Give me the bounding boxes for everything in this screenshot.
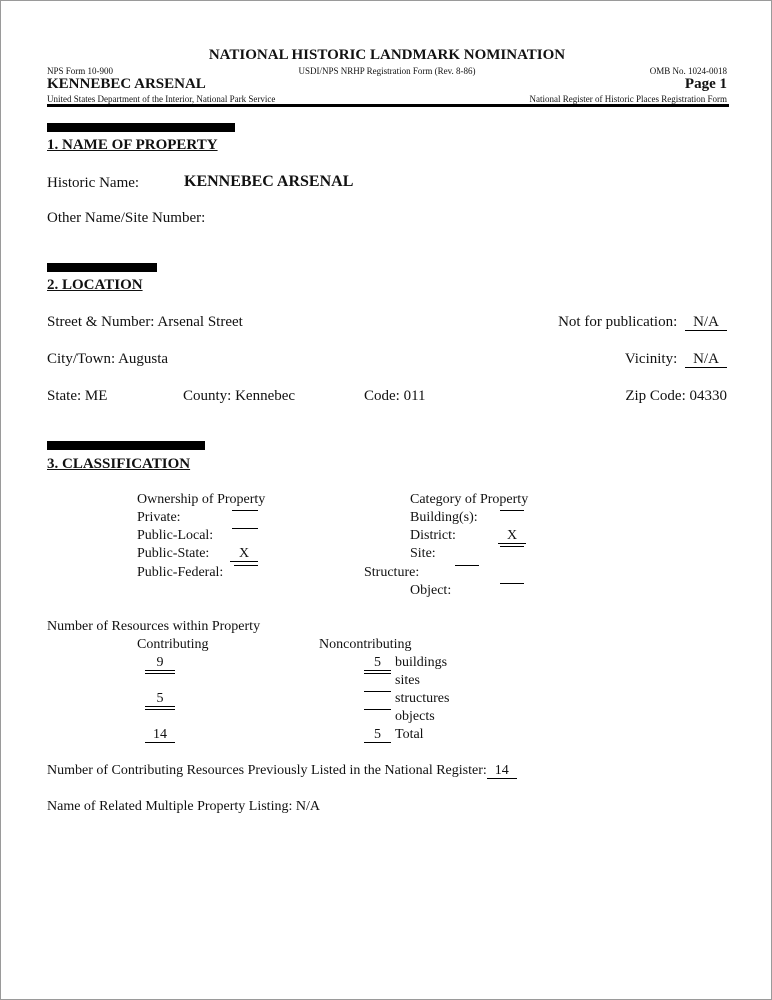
- city-value: Augusta: [118, 351, 169, 367]
- private-value: [232, 510, 258, 511]
- noncontributing-count-buildings: 5: [364, 655, 391, 671]
- object-label: Object:: [410, 583, 452, 598]
- resource-label-total: Total: [395, 727, 424, 742]
- section1-bar: [47, 123, 235, 132]
- county-label: County:: [183, 388, 232, 404]
- multiple-listing-label: Name of Related Multiple Property Listing:: [47, 799, 293, 814]
- noncontributing-count-objects: [364, 709, 391, 710]
- contributing-count-sites: [145, 673, 175, 674]
- section2-bar: [47, 263, 157, 272]
- code-value: 011: [403, 388, 426, 404]
- private-label: Private:: [137, 510, 181, 525]
- section1-title: 1. NAME OF PROPERTY: [47, 137, 218, 153]
- header-rule: [47, 104, 729, 107]
- multiple-listing-value: N/A: [295, 799, 320, 814]
- property-name-header: KENNEBEC ARSENAL: [47, 76, 206, 92]
- form-title: NATIONAL HISTORIC LANDMARK NOMINATION: [208, 47, 566, 63]
- site-value: [500, 546, 524, 547]
- resources-heading: Number of Resources within Property: [47, 619, 261, 634]
- form-number: NPS Form 10-900: [47, 66, 114, 76]
- vicinity-field: [625, 351, 727, 368]
- multiple-listing-field: [47, 799, 320, 815]
- street-value: Arsenal Street: [157, 314, 243, 330]
- register-line: National Register of Historic Places Registration Form: [529, 94, 727, 104]
- code-label: Code:: [364, 388, 400, 404]
- noncontributing-count-structures: [364, 691, 391, 692]
- state-value: ME: [84, 388, 108, 404]
- resource-label-structures: structures: [395, 691, 450, 706]
- category-heading: Category of Property: [410, 492, 529, 507]
- contributing-heading: Contributing: [137, 637, 209, 652]
- buildings-value: [500, 510, 524, 511]
- department-line: United States Department of the Interior, National Park Service: [47, 94, 276, 104]
- section2-title: 2. LOCATION: [47, 277, 143, 293]
- district-label: District:: [410, 528, 456, 543]
- zip-value: 04330: [689, 388, 727, 404]
- omb-number: OMB No. 1024-0018: [649, 66, 727, 76]
- not-for-publication-field: [558, 314, 727, 331]
- not-for-publication-label: Not for publication:: [558, 314, 678, 330]
- public-state-label: Public-State:: [137, 546, 210, 561]
- contributing-count-buildings: 9: [145, 655, 175, 671]
- site-label: Site:: [410, 546, 436, 561]
- noncontributing-count-sites: [364, 673, 391, 674]
- form-name: USDI/NPS NRHP Registration Form (Rev. 8-86): [298, 66, 476, 76]
- historic-name-value: KENNEBEC ARSENAL: [184, 173, 354, 190]
- public-federal-value: [234, 565, 258, 566]
- state-field: [47, 388, 107, 405]
- page-label: Page 1: [684, 76, 727, 92]
- public-state-value: X: [230, 546, 258, 562]
- previously-listed-label: Number of Contributing Resources Previously Listed in the National Register:: [47, 763, 487, 778]
- buildings-label: Building(s):: [410, 510, 478, 525]
- ownership-heading: Ownership of Property: [137, 492, 266, 507]
- zip-field: [625, 388, 727, 405]
- vicinity-label: Vicinity:: [624, 351, 678, 367]
- object-value: [500, 583, 524, 584]
- not-for-publication-value: N/A: [685, 315, 727, 331]
- state-label: State:: [47, 388, 82, 404]
- section3-bar: [47, 441, 205, 450]
- resource-label-buildings: buildings: [395, 655, 448, 670]
- section3-title: 3. CLASSIFICATION: [47, 456, 191, 472]
- street-label: Street & Number:: [47, 314, 155, 330]
- public-local-label: Public-Local:: [137, 528, 214, 543]
- public-federal-label: Public-Federal:: [137, 565, 224, 580]
- noncontributing-heading: Noncontributing: [319, 637, 412, 652]
- resource-label-objects: objects: [395, 709, 435, 724]
- contributing-count-structures: 5: [145, 691, 175, 707]
- structure-label: Structure:: [364, 565, 420, 580]
- previously-listed-value: 14: [487, 763, 517, 779]
- historic-name-label: Historic Name:: [47, 175, 140, 191]
- contributing-count-total: 14: [145, 727, 175, 743]
- street-field: [47, 314, 243, 331]
- previously-listed-field: [47, 763, 517, 779]
- noncontributing-count-total: 5: [364, 727, 391, 743]
- public-local-value: [232, 528, 258, 529]
- vicinity-value: N/A: [685, 352, 727, 368]
- zip-label: Zip Code:: [625, 388, 686, 404]
- district-value: X: [498, 528, 526, 544]
- city-label: City/Town:: [47, 351, 116, 367]
- contributing-count-objects: [145, 709, 175, 710]
- county-field: [183, 388, 295, 405]
- other-name-label: Other Name/Site Number:: [47, 210, 206, 226]
- resource-label-sites: sites: [395, 673, 420, 688]
- county-value: Kennebec: [235, 388, 296, 404]
- city-field: [47, 351, 168, 368]
- structure-value: [455, 565, 479, 566]
- code-field: [364, 388, 426, 405]
